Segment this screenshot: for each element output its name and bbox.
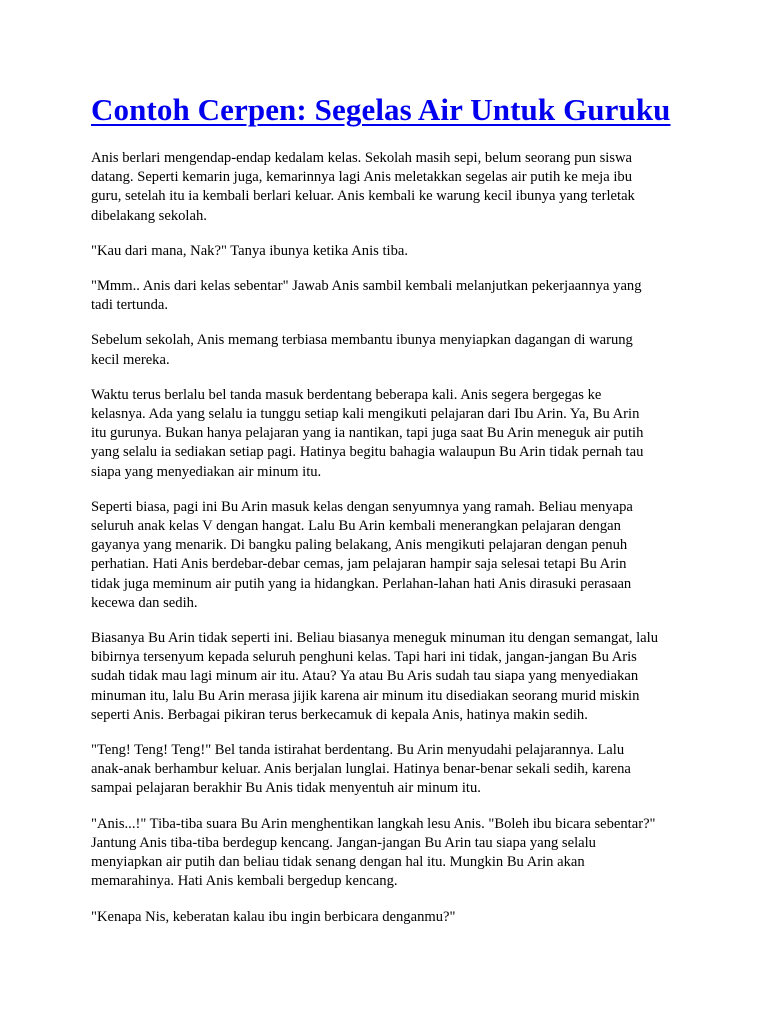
- text-line: siapa yang menyediakan air minum itu.: [91, 463, 322, 480]
- text-line: Jantung Anis tiba-tiba berdegup kencang. Jangan-jangan Bu Arin tau siapa yang selalu: [91, 834, 596, 851]
- paragraph: [91, 386, 691, 482]
- paragraph: [91, 741, 691, 799]
- text-line: seluruh anak kelas V dengan hangat. Lalu Bu Arin kembali menerangkan pelajaran dengan: [91, 518, 621, 535]
- text-line: guru, setelah itu ia kembali berlari keluar. Anis kembali ke warung kecil ibunya yang terletak: [91, 188, 635, 205]
- text-line: Anis berlari mengendap-endap kedalam kelas. Sekolah masih sepi, belum seorang pun siswa: [91, 150, 633, 166]
- text-line: minuman itu, lalu Bu Arin merasa jijik karena air minum itu disediakan seorang murid miskin: [91, 687, 640, 704]
- text-line: kelasnya. Ada yang selalu ia tunggu setiap kali mengikuti pelajaran dari Ibu Arin. Ya, Bu Arin: [91, 406, 640, 423]
- paragraph: [91, 242, 691, 261]
- document-body: [91, 149, 691, 927]
- text-line: kecil mereka.: [91, 351, 170, 368]
- document-title[interactable]: Contoh Cerpen: Segelas Air Untuk Guruku: [91, 92, 671, 127]
- paragraph: [91, 629, 691, 725]
- text-line: Seperti biasa, pagi ini Bu Arin masuk kelas dengan senyumnya yang ramah. Beliau menyapa: [91, 498, 633, 515]
- text-line: anak-anak berhambur keluar. Anis berjalan lunglai. Hatinya benar-benar sekali sedih, karena: [91, 761, 631, 778]
- paragraph: [91, 498, 691, 613]
- text-line: bibirnya tersenyum kepada seluruh penghuni kelas. Tapi hari ini tidak, jangan-jangan Bu Aris: [91, 649, 637, 666]
- text-line: tadi tertunda.: [91, 297, 168, 314]
- paragraph: [91, 908, 691, 927]
- text-line: Waktu terus berlalu bel tanda masuk berdentang beberapa kali. Anis segera bergegas ke: [91, 386, 602, 403]
- text-line: Biasanya Bu Arin tidak seperti ini. Beliau biasanya meneguk minuman itu dengan semangat, lalu: [91, 630, 658, 647]
- text-line: yang selalu ia sediakan setiap pagi. Hatinya begitu bahagia walaupun Bu Arin tidak pernah tau: [91, 444, 644, 461]
- text-line: seperti Anis. Berbagai pikiran terus berkecamuk di kepala Anis, hatinya makin sedih.: [91, 706, 588, 723]
- text-line: menyiapkan air putih dan beliau tidak senang dengan hal itu. Mungkin Bu Arin akan: [91, 854, 585, 871]
- paragraph: [91, 815, 691, 892]
- text-line: Sebelum sekolah, Anis memang terbiasa membantu ibunya menyiapkan dagangan di warung: [91, 332, 633, 349]
- paragraph: [91, 331, 691, 369]
- text-line: memarahinya. Hati Anis kembali bergedup kencang.: [91, 873, 398, 890]
- text-line: kecewa dan sedih.: [91, 594, 198, 611]
- paragraph: [91, 277, 691, 315]
- text-line: perhatian. Hati Anis berdebar-debar cemas, jam pelajaran hampir saja selesai tetapi Bu Arin: [91, 556, 627, 573]
- text-line: gayanya yang menarik. Di bangku paling belakang, Anis mengikuti pelajaran dengan penuh: [91, 537, 628, 554]
- text-line: tidak juga meminum air putih yang ia hidangkan. Perlahan-lahan hati Anis dirasuki perasaan: [91, 575, 632, 592]
- paragraph: [91, 149, 691, 226]
- text-line: "Kenapa Nis, keberatan kalau ibu ingin berbicara denganmu?": [91, 908, 456, 925]
- text-line: "Teng! Teng! Teng!" Bel tanda istirahat berdentang. Bu Arin menyudahi pelajarannya. Lalu: [91, 742, 625, 759]
- text-line: "Kau dari mana, Nak?" Tanya ibunya ketika Anis tiba.: [91, 242, 408, 259]
- text-line: sampai pelajaran berakhir Bu Anis tidak menyentuh air minum itu.: [91, 780, 481, 797]
- text-line: datang. Seperti kemarin juga, kemarinnya lagi Anis meletakkan segelas air putih ke meja ibu: [91, 169, 633, 186]
- text-line: dibelakang sekolah.: [91, 207, 207, 224]
- text-line: sudah tidak mau lagi minum air itu. Atau? Ya atau Bu Aris sudah tau siapa yang menyediakan: [91, 668, 639, 685]
- text-line: "Mmm.. Anis dari kelas sebentar" Jawab Anis sambil kembali melanjutkan pekerjaannya yang: [91, 278, 642, 295]
- text-line: "Anis...!" Tiba-tiba suara Bu Arin menghentikan langkah lesu Anis. "Boleh ibu bicara sebentar?": [91, 815, 656, 832]
- text-line: itu gurunya. Bukan hanya pelajaran yang ia nantikan, tapi juga saat Bu Arin meneguk air putih: [91, 425, 644, 442]
- document-page: [91, 90, 691, 943]
